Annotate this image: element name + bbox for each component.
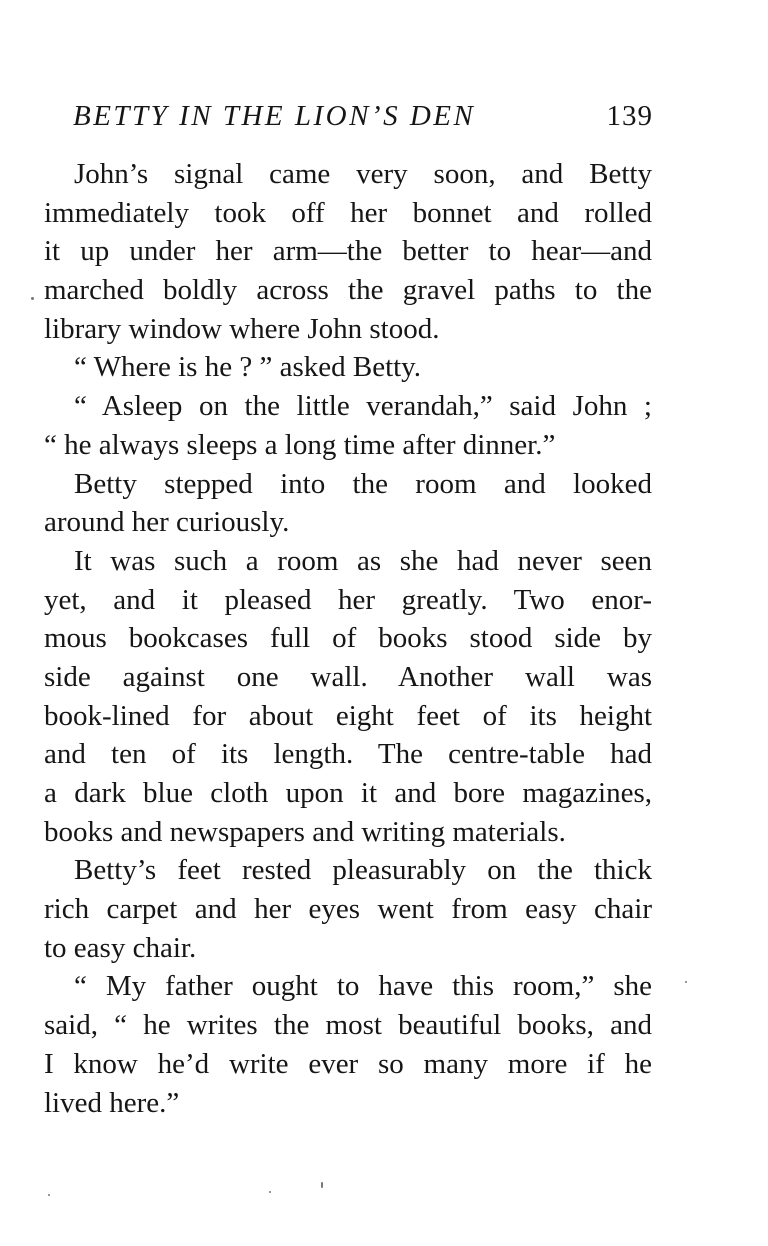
running-title: BETTY IN THE LION’S DEN xyxy=(73,100,476,132)
text-line: “ he always sleeps a long time after dinner.” xyxy=(44,428,556,461)
text-line: lived here.” xyxy=(44,1086,180,1119)
text-line: marched boldly across the gravel paths to the xyxy=(44,274,652,307)
text-line: yet, and it pleased her greatly. Two enor- xyxy=(44,583,652,616)
text-line: to easy chair. xyxy=(44,931,197,964)
scan-speck xyxy=(48,1194,50,1196)
scan-speck xyxy=(269,1191,271,1193)
scan-speck xyxy=(321,1182,323,1188)
text-line: Betty’s feet rested pleasurably on the thick xyxy=(74,854,652,887)
text-line: John’s signal came very soon, and Betty xyxy=(74,158,652,190)
text-line: “ My father ought to have this room,” she xyxy=(74,970,652,1003)
text-line: I know he’d write ever so many more if he xyxy=(44,1047,652,1080)
text-line: immediately took off her bonnet and rolled xyxy=(44,196,652,229)
page-number: 139 xyxy=(606,100,653,132)
text-line: it up under her arm—the better to hear—and xyxy=(44,235,652,268)
running-head xyxy=(73,94,657,138)
text-line: around her curiously. xyxy=(44,506,290,539)
text-line: Betty stepped into the room and looked xyxy=(74,467,652,500)
body-text xyxy=(44,155,652,1122)
text-line: “ Asleep on the little verandah,” said John ; xyxy=(74,390,652,423)
text-line: rich carpet and her eyes went from easy chair xyxy=(44,893,652,926)
text-line: book-lined for about eight feet of its height xyxy=(44,699,652,732)
text-line: library window where John stood. xyxy=(44,312,440,345)
scan-speck xyxy=(685,981,687,983)
text-line: side against one wall. Another wall was xyxy=(44,660,652,693)
text-line: books and newspapers and writing materials. xyxy=(44,815,566,848)
text-line: said, “ he writes the most beautiful books, and xyxy=(44,1009,652,1042)
text-line: mous bookcases full of books stood side by xyxy=(44,622,652,655)
text-line: and ten of its length. The centre-table had xyxy=(44,738,652,771)
text-line: a dark blue cloth upon it and bore magazines, xyxy=(44,777,652,809)
text-line: It was such a room as she had never seen xyxy=(74,544,652,577)
text-line: “ Where is he ? ” asked Betty. xyxy=(74,351,422,384)
scan-speck xyxy=(31,297,34,300)
